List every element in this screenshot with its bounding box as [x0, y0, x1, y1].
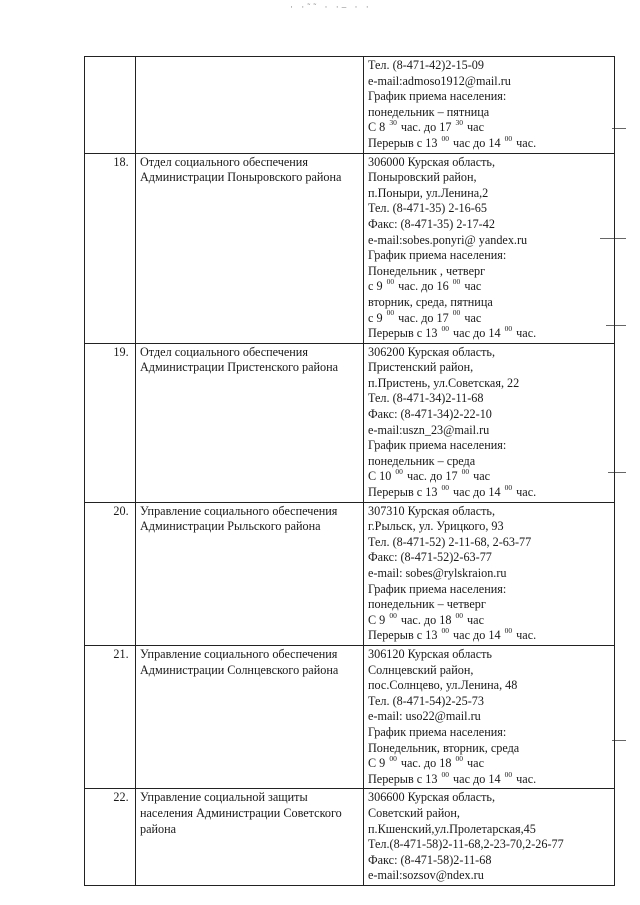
department-name-line: населения Администрации Советского	[140, 805, 342, 820]
contact-info-line: График приема населения:	[368, 89, 507, 104]
contact-info-line: Тел. (8-471-54)2-25-73	[368, 693, 484, 708]
row-number	[85, 153, 136, 343]
department-name-line: Администрации Солнцевского района	[140, 662, 339, 677]
time-superscript: 00	[386, 277, 395, 287]
contact-info-line: Факс: (8-471-58)2-11-68	[368, 852, 492, 867]
department-name	[136, 502, 364, 645]
department-name-line: Администрации Рыльского района	[140, 519, 321, 534]
contact-info-line: 306000 Курская область,	[368, 154, 496, 169]
contact-info	[364, 502, 615, 645]
row-number	[85, 789, 136, 886]
time-superscript: 00	[504, 482, 513, 492]
table-row	[85, 57, 615, 154]
contact-info	[364, 153, 615, 343]
time-superscript: 00	[441, 133, 449, 143]
table-body	[85, 57, 615, 886]
contact-info-line: e-mail:uszn_23@mail.ru	[368, 422, 490, 437]
contact-info-line: пос.Солнцево, ул.Ленина, 48	[368, 678, 518, 693]
department-name-line: Администрации Пристенского района	[140, 360, 339, 375]
contact-info-line: Понедельник , четверг	[368, 263, 486, 278]
department-name-line: Отдел социального обеспечения	[140, 344, 308, 359]
contact-info-line: п.Кшенский,ул.Пролетарская,45	[368, 821, 536, 836]
contact-info-line: e-mail: uso22@mail.ru	[368, 709, 481, 724]
time-superscript: 00	[504, 626, 513, 636]
time-superscript: 00	[504, 133, 513, 143]
table-row	[85, 153, 615, 343]
contact-info-line: понедельник – среда	[368, 453, 476, 468]
contact-info-line: Перерыв с 13 $^{00}$ час до 14 $^{00}$ час.	[368, 133, 537, 150]
time-superscript: 30	[389, 118, 397, 128]
row-number	[85, 343, 136, 502]
social-services-table	[84, 56, 615, 886]
row-number	[85, 645, 136, 788]
time-superscript: 00	[389, 754, 397, 764]
contact-info-line: с 9 $^{00}$ час. до 17 $^{00}$ час	[368, 308, 482, 325]
time-superscript: 00	[441, 482, 449, 492]
contact-info-line: п.Пристень, ул.Советская, 22	[368, 375, 520, 390]
contact-info-line: г.Рыльск, ул. Урицкого, 93	[368, 519, 504, 534]
contact-info-line: Советский район,	[368, 805, 460, 820]
row-number-text: 21.	[113, 646, 129, 661]
department-name	[136, 153, 364, 343]
time-superscript: 30	[455, 118, 463, 128]
contact-info-line: Факс: (8-471-35) 2-17-42	[368, 216, 495, 231]
table-row	[85, 645, 615, 788]
time-superscript: 00	[441, 626, 449, 636]
table-row	[85, 502, 615, 645]
contact-info-line: Тел. (8-471-35) 2-16-65	[368, 201, 487, 216]
time-superscript: 00	[452, 277, 461, 287]
department-name-line: района	[140, 821, 177, 836]
contact-info	[364, 57, 615, 154]
scan-artifact: · ·˜˜ · ·– · ·	[290, 2, 372, 12]
row-number-text: 22.	[113, 790, 129, 805]
time-superscript: 00	[455, 754, 463, 764]
department-name-line: Отдел социального обеспечения	[140, 154, 308, 169]
department-name	[136, 57, 364, 154]
contact-info-line: п.Поныри, ул.Ленина,2	[368, 185, 489, 200]
contact-info	[364, 343, 615, 502]
contact-info	[364, 789, 615, 886]
contact-info-line: 306200 Курская область,	[368, 344, 496, 359]
department-name-line: Администрации Поныровского района	[140, 170, 342, 185]
contact-info-line: e-mail:sobes.ponyri@ yandex.ru	[368, 232, 528, 247]
department-name	[136, 343, 364, 502]
contact-info-line: e-mail:admoso1912@mail.ru	[368, 73, 511, 88]
contact-info-line: вторник, среда, пятница	[368, 294, 493, 309]
contact-info-line: Понедельник, вторник, среда	[368, 740, 520, 755]
contact-info-line: понедельник – четверг	[368, 597, 486, 612]
department-name	[136, 789, 364, 886]
contact-info-line: Перерыв с 13 $^{00}$ час до 14 $^{00}$ час.	[368, 324, 537, 341]
time-superscript: 00	[504, 769, 513, 779]
contact-info-line: e-mail:sozsov@ndex.ru	[368, 868, 484, 883]
contact-info-line: Перерыв с 13 $^{00}$ час до 14 $^{00}$ час.	[368, 482, 537, 500]
contact-info-line: 307310 Курская область,	[368, 503, 496, 518]
time-superscript: 00	[386, 308, 395, 318]
time-superscript: 00	[461, 467, 470, 477]
contact-info-line: с 9 $^{00}$ час. до 16 $^{00}$ час	[368, 277, 482, 294]
department-name-line: Управление социальной защиты	[140, 790, 308, 805]
contact-info-line: Факс: (8-471-34)2-22-10	[368, 407, 492, 422]
time-superscript: 00	[455, 610, 463, 620]
contact-info-line: 306600 Курская область,	[368, 790, 496, 805]
contact-info	[364, 645, 615, 788]
contact-info-line: Перерыв с 13 $^{00}$ час до 14 $^{00}$ час.	[368, 626, 537, 643]
time-superscript: 00	[452, 308, 461, 318]
row-number	[85, 57, 136, 154]
time-superscript: 00	[395, 467, 403, 477]
contact-info-line: 306120 Курская область	[368, 646, 492, 661]
time-superscript: 00	[504, 324, 513, 334]
time-superscript: 00	[441, 769, 449, 779]
time-superscript: 00	[389, 610, 397, 620]
contact-info-line: Тел. (8-471-52) 2-11-68, 2-63-77	[368, 534, 532, 549]
contact-info-line: График приема населения:	[368, 724, 507, 739]
contact-info-line: С 9 $^{00}$ час. до 18 $^{00}$ час	[368, 610, 484, 627]
row-number	[85, 502, 136, 645]
contact-info-line: С 8 $^{30}$ час. до 17 $^{30}$ час	[368, 118, 484, 135]
table-row	[85, 789, 615, 886]
contact-info-line: Поныровский район,	[368, 170, 477, 185]
row-number-text: 19.	[113, 344, 129, 359]
contact-info-line: Солнцевский район,	[368, 662, 474, 677]
contact-info-line: понедельник – пятница	[368, 104, 490, 119]
row-number-text: 20.	[113, 503, 129, 518]
contact-info-line: Тел. (8-471-34)2-11-68	[368, 391, 484, 406]
contact-info-line: Тел. (8-471-42)2-15-09	[368, 58, 484, 72]
contact-info-line: Факс: (8-471-52)2-63-77	[368, 550, 492, 565]
contact-info-line: С 9 $^{00}$ час. до 18 $^{00}$ час	[368, 754, 484, 771]
contact-info-line: e-mail: sobes@rylskraion.ru	[368, 566, 507, 580]
department-name	[136, 645, 364, 788]
time-superscript: 00	[441, 324, 449, 334]
department-name-line: Управление социального обеспечения	[140, 646, 338, 661]
department-name-line: Управление социального обеспечения	[140, 503, 338, 518]
contact-info-line: График приема населения:	[368, 438, 507, 453]
contact-info-line: График приема населения:	[368, 581, 507, 596]
contact-info-line: Тел.(8-471-58)2-11-68,2-23-70,2-26-77	[368, 837, 564, 852]
contact-info-line: С 10 $^{00}$ час. до 17 $^{00}$ час	[368, 467, 491, 484]
contact-info-line: Пристенский район,	[368, 360, 474, 375]
table-row	[85, 343, 615, 502]
row-number-text: 18.	[113, 154, 129, 169]
contact-info-line: Перерыв с 13 $^{00}$ час до 14 $^{00}$ час.	[368, 769, 537, 786]
contact-info-line: График приема населения:	[368, 248, 507, 263]
